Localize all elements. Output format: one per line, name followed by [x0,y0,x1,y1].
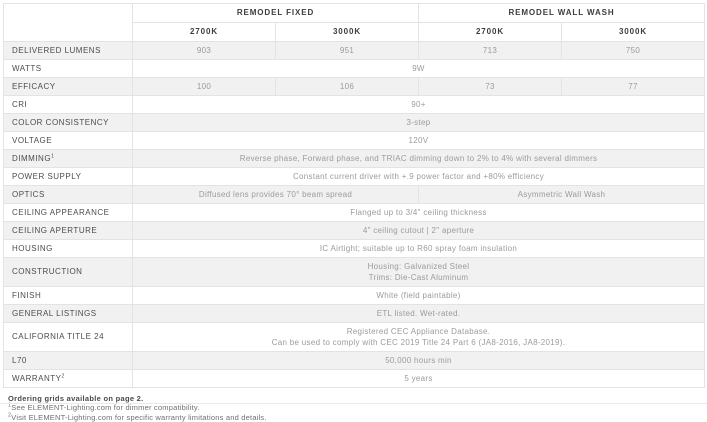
row-label: CRI [4,96,133,114]
column-group-row [4,4,705,23]
table-row [4,186,705,204]
table-row [4,222,705,240]
table-row [4,240,705,258]
table-row [4,42,705,60]
page-bottom-divider [0,403,707,404]
row-label: DELIVERED LUMENS [4,42,133,60]
row-value: 713 [419,42,562,60]
column-header-fixed-2700k: 2700K [133,23,276,42]
table-row [4,305,705,323]
table-row [4,287,705,305]
ordering-note: Ordering grids available on page 2. [8,394,704,403]
column-header-wallwash-3000k: 3000K [562,23,705,42]
spec-table-body [4,42,705,388]
row-value: 77 [562,78,705,96]
row-label: COLOR CONSISTENCY [4,114,133,132]
table-row [4,204,705,222]
table-row [4,78,705,96]
row-value: IC Airtight; suitable up to R60 spray foam insulation [133,240,705,258]
footnote-2-marker: 2 [8,412,11,418]
table-row [4,258,705,287]
table-row [4,370,705,388]
row-value: 750 [562,42,705,60]
row-label: VOLTAGE [4,132,133,150]
row-value: 5 years [133,370,705,388]
row-value: Flanged up to 3/4" ceiling thickness [133,204,705,222]
column-group-remodel-fixed: REMODEL FIXED [133,4,419,23]
row-label: GENERAL LISTINGS [4,305,133,323]
spec-table-header [4,4,705,42]
row-label: L70 [4,352,133,370]
row-value: Constant current driver with +.9 power factor and +80% efficiency [133,168,705,186]
corner-cell [4,4,133,42]
table-row [4,323,705,352]
spec-table [3,3,705,388]
row-value: White (field paintable) [133,287,705,305]
row-value: 4" ceiling cutout | 2" aperture [133,222,705,240]
column-header-wallwash-2700k: 2700K [419,23,562,42]
row-label: FINISH [4,287,133,305]
row-value: 90+ [133,96,705,114]
row-label: DIMMING$^1$ [4,150,133,168]
row-label: OPTICS [4,186,133,204]
row-value: Reverse phase, Forward phase, and TRIAC dimming down to 2% to 4% with several dimmers [133,150,705,168]
footnote-1-text: See ELEMENT-Lighting.com for dimmer compatibility. [11,403,199,412]
row-value: Registered CEC Appliance Database. Can be used to comply with CEC 2019 Title 24 Part 6 (JA8-2016, JA8-2019). [133,323,705,352]
row-label: WARRANTY$^2$ [4,370,133,388]
row-label: HOUSING [4,240,133,258]
footer-notes [3,388,704,422]
row-value: 903 [133,42,276,60]
row-label-footnote-marker: 2 [61,373,64,379]
row-label-footnote-marker: 1 [51,153,54,159]
row-value: 9W [133,60,705,78]
row-value: Housing: Galvanized Steel Trims: Die-Cast Aluminum [133,258,705,287]
row-label: POWER SUPPLY [4,168,133,186]
table-row [4,96,705,114]
table-row [4,132,705,150]
row-value: 106 [276,78,419,96]
table-row [4,114,705,132]
row-label: CALIFORNIA TITLE 24 [4,323,133,352]
row-value: Asymmetric Wall Wash [419,186,705,204]
footnote-1 [8,403,704,413]
footnote-2 [8,413,704,422]
row-label: CEILING APERTURE [4,222,133,240]
row-value: 951 [276,42,419,60]
row-label: CONSTRUCTION [4,258,133,287]
row-value: ETL listed. Wet-rated. [133,305,705,323]
table-row [4,352,705,370]
row-value: 50,000 hours min [133,352,705,370]
row-value: 120V [133,132,705,150]
column-group-remodel-wall-wash: REMODEL WALL WASH [419,4,705,23]
row-value: 100 [133,78,276,96]
row-value: 3-step [133,114,705,132]
footnote-1-marker: 1 [8,403,11,409]
footnote-2-text: Visit ELEMENT-Lighting.com for specific warranty limitations and details. [11,413,266,422]
table-row [4,168,705,186]
column-header-fixed-3000k: 3000K [276,23,419,42]
row-label: WATTS [4,60,133,78]
row-label: CEILING APPEARANCE [4,204,133,222]
table-row [4,60,705,78]
row-value: 73 [419,78,562,96]
row-label: EFFICACY [4,78,133,96]
row-value: Diffused lens provides 70° beam spread [133,186,419,204]
table-row [4,150,705,168]
